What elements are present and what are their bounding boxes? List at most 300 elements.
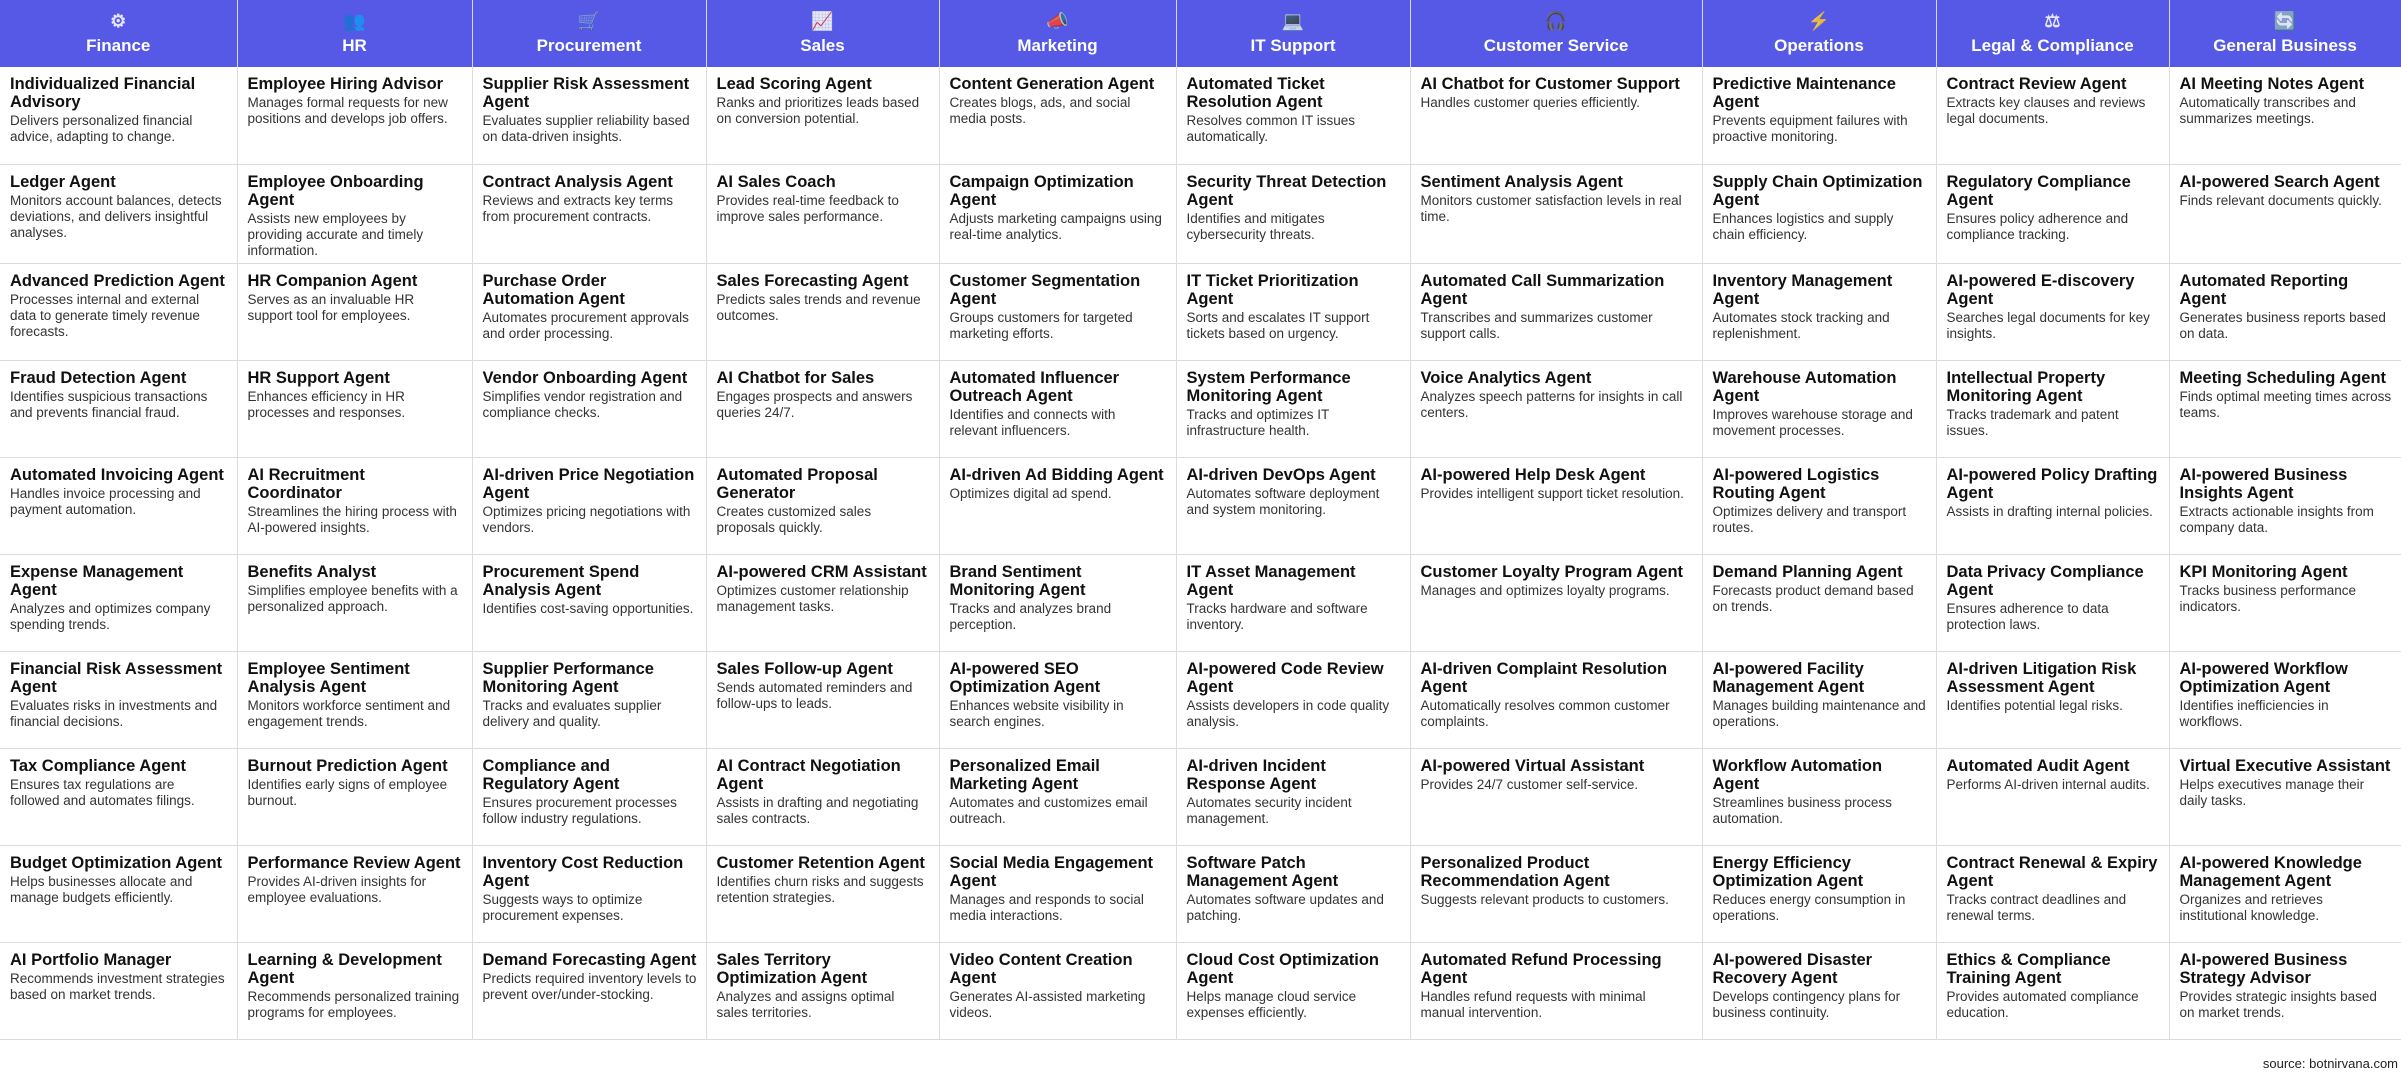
agent-cell bbox=[1936, 651, 2169, 748]
table-row bbox=[0, 845, 2401, 942]
agent-cell bbox=[1410, 457, 1702, 554]
agent-description: Transcribes and summarizes customer support calls. bbox=[1420, 309, 1653, 341]
agent-description: Manages and optimizes loyalty programs. bbox=[1420, 582, 1670, 598]
agent-description: Manages building maintenance and operations. bbox=[1712, 697, 1926, 729]
agent-cell bbox=[706, 748, 939, 845]
agent-description: Tracks trademark and patent issues. bbox=[1946, 406, 2119, 438]
agent-title: AI Chatbot for Sales bbox=[716, 368, 875, 387]
agent-cell bbox=[2169, 651, 2401, 748]
agent-description: Finds relevant documents quickly. bbox=[2179, 192, 2382, 208]
agent-title: Virtual Executive Assistant bbox=[2179, 756, 2391, 775]
agent-description: Delivers personalized financial advice, adapting to change. bbox=[10, 113, 193, 144]
agent-cell bbox=[1410, 942, 1702, 1039]
agent-title: Cloud Cost Optimization Agent bbox=[1186, 950, 1379, 987]
agent-title: AI-powered Help Desk Agent bbox=[1420, 465, 1646, 484]
agent-title: Intellectual Property Monitoring Agent bbox=[1946, 368, 2106, 405]
agent-cell bbox=[0, 164, 237, 263]
column-label: Customer Service bbox=[1483, 36, 1629, 55]
agent-title: AI Chatbot for Customer Support bbox=[1420, 75, 1680, 93]
agent-title: Customer Loyalty Program Agent bbox=[1420, 562, 1684, 581]
agent-cell bbox=[472, 164, 706, 263]
agent-cell bbox=[1176, 67, 1410, 164]
agent-title: AI-powered CRM Assistant bbox=[716, 562, 927, 581]
agent-description: Creates blogs, ads, and social media posts. bbox=[949, 95, 1131, 126]
agent-title: Advanced Prediction Agent bbox=[10, 271, 225, 290]
agent-cell bbox=[1936, 457, 2169, 554]
agent-description: Analyzes speech patterns for insights in call centers. bbox=[1420, 388, 1683, 420]
column-label: Legal & Compliance bbox=[1971, 36, 2134, 55]
agent-cell bbox=[1702, 263, 1936, 360]
column-label: Marketing bbox=[1017, 36, 1098, 55]
agent-cell bbox=[472, 457, 706, 554]
agent-cell bbox=[1702, 360, 1936, 457]
agent-title: Fraud Detection Agent bbox=[10, 368, 187, 387]
agent-description: Helps businesses allocate and manage budgets efficiently. bbox=[10, 873, 193, 905]
agent-cell bbox=[0, 457, 237, 554]
agent-title: Inventory Management Agent bbox=[1712, 271, 1893, 308]
customer-service-icon: 🎧 bbox=[1544, 11, 1568, 31]
agent-title: Voice Analytics Agent bbox=[1420, 368, 1592, 387]
agent-title: Supply Chain Optimization Agent bbox=[1712, 172, 1923, 209]
column-header-operations bbox=[1702, 0, 1936, 67]
column-header-legal-and-compliance bbox=[1936, 0, 2169, 67]
agent-description: Optimizes digital ad spend. bbox=[949, 485, 1112, 501]
agent-title: Supplier Risk Assessment Agent bbox=[482, 75, 690, 111]
agent-title: Personalized Email Marketing Agent bbox=[949, 756, 1100, 793]
agent-cell bbox=[706, 263, 939, 360]
agent-description: Generates AI-assisted marketing videos. bbox=[949, 988, 1146, 1020]
agent-title: AI Meeting Notes Agent bbox=[2179, 75, 2365, 93]
agent-cell bbox=[237, 748, 472, 845]
agent-title: Expense Management Agent bbox=[10, 562, 184, 599]
agent-description: Analyzes and assigns optimal sales territories. bbox=[716, 988, 895, 1020]
agent-cell bbox=[0, 651, 237, 748]
marketing-icon: 📣 bbox=[1046, 11, 1069, 31]
agent-title: AI-powered Knowledge Management Agent bbox=[2179, 853, 2362, 890]
agent-cell bbox=[706, 554, 939, 651]
agent-title: Personalized Product Recommendation Agent bbox=[1420, 853, 1610, 890]
agent-title: Performance Review Agent bbox=[247, 853, 461, 872]
agent-cell bbox=[1936, 263, 2169, 360]
agent-title: Software Patch Management Agent bbox=[1186, 853, 1339, 890]
agent-description: Sends automated reminders and follow-ups to leads. bbox=[716, 679, 913, 711]
agent-title: Sales Territory Optimization Agent bbox=[716, 950, 868, 987]
agent-description: Automates security incident management. bbox=[1186, 794, 1352, 826]
agent-title: Automated Reporting Agent bbox=[2179, 271, 2349, 308]
agent-cell bbox=[1410, 360, 1702, 457]
agent-description: Recommends investment strategies based on market trends. bbox=[10, 970, 225, 1002]
column-header-marketing bbox=[939, 0, 1176, 67]
agent-description: Streamlines business process automation. bbox=[1712, 794, 1892, 826]
agent-cell bbox=[1176, 942, 1410, 1039]
agent-description: Automates and customizes email outreach. bbox=[949, 794, 1148, 826]
agent-description: Streamlines the hiring process with AI-powered insights. bbox=[247, 503, 457, 535]
agent-description: Adjusts marketing campaigns using real-time analytics. bbox=[949, 210, 1162, 242]
agent-cell bbox=[1702, 845, 1936, 942]
agent-cell bbox=[1410, 845, 1702, 942]
agent-title: AI-powered Business Insights Agent bbox=[2179, 465, 2348, 502]
agent-title: Contract Renewal & Expiry Agent bbox=[1946, 853, 2158, 890]
agent-cell bbox=[472, 651, 706, 748]
agent-title: Compliance and Regulatory Agent bbox=[482, 756, 620, 793]
agent-cell bbox=[0, 748, 237, 845]
agent-title: AI Portfolio Manager bbox=[10, 950, 172, 969]
agent-description: Resolves common IT issues automatically. bbox=[1186, 113, 1356, 144]
agent-description: Identifies churn risks and suggests retention strategies. bbox=[716, 873, 924, 905]
agent-cell bbox=[1176, 554, 1410, 651]
agent-title: Customer Retention Agent bbox=[716, 853, 925, 872]
agent-cell bbox=[706, 651, 939, 748]
agent-description: Manages and responds to social media interactions. bbox=[949, 891, 1144, 923]
agent-title: Social Media Engagement Agent bbox=[949, 853, 1154, 890]
agent-title: Budget Optimization Agent bbox=[10, 853, 223, 872]
agent-description: Evaluates risks in investments and financial decisions. bbox=[10, 697, 218, 729]
agent-title: AI-driven Ad Bidding Agent bbox=[949, 465, 1164, 484]
agent-description: Simplifies vendor registration and compliance checks. bbox=[482, 388, 683, 420]
agent-description: Enhances logistics and supply chain efficiency. bbox=[1712, 210, 1894, 242]
finance-icon: ⚙ bbox=[110, 11, 127, 31]
agent-title: Individualized Financial Advisory bbox=[10, 75, 196, 111]
agent-title: Burnout Prediction Agent bbox=[247, 756, 448, 775]
table-row bbox=[0, 263, 2401, 360]
agent-description: Identifies suspicious transactions and prevents financial fraud. bbox=[10, 388, 208, 420]
agent-title: Benefits Analyst bbox=[247, 562, 377, 581]
agent-cell bbox=[1410, 67, 1702, 164]
agent-description: Extracts key clauses and reviews legal documents. bbox=[1946, 95, 2146, 126]
agent-description: Tracks business performance indicators. bbox=[2179, 582, 2357, 614]
agent-cell bbox=[2169, 164, 2401, 263]
agent-description: Ensures policy adherence and compliance tracking. bbox=[1946, 210, 2129, 242]
table-row bbox=[0, 651, 2401, 748]
agent-description: Provides 24/7 customer self-service. bbox=[1420, 776, 1639, 792]
agent-description: Automates software updates and patching. bbox=[1186, 891, 1384, 923]
column-label: Operations bbox=[1774, 36, 1864, 55]
agent-description: Processes internal and external data to generate timely revenue forecasts. bbox=[10, 291, 200, 339]
agent-description: Ensures tax regulations are followed and automates filings. bbox=[10, 776, 195, 808]
agent-title: AI-powered Disaster Recovery Agent bbox=[1712, 950, 1873, 987]
agent-cell bbox=[1936, 164, 2169, 263]
agent-description: Finds optimal meeting times across teams. bbox=[2179, 388, 2392, 420]
agent-cell bbox=[237, 360, 472, 457]
agent-title: AI-powered Code Review Agent bbox=[1186, 659, 1384, 696]
agent-cell bbox=[1410, 651, 1702, 748]
column-header-procurement bbox=[472, 0, 706, 67]
agent-title: Financial Risk Assessment Agent bbox=[10, 659, 223, 696]
agent-title: Employee Sentiment Analysis Agent bbox=[247, 659, 410, 696]
agent-description: Sorts and escalates IT support tickets based on urgency. bbox=[1186, 309, 1370, 341]
agent-title: HR Support Agent bbox=[247, 368, 390, 387]
agent-description: Enhances efficiency in HR processes and responses. bbox=[247, 388, 406, 420]
agent-description: Groups customers for targeted marketing efforts. bbox=[949, 309, 1133, 341]
agent-title: Regulatory Compliance Agent bbox=[1946, 172, 2131, 209]
agent-description: Automatically transcribes and summarizes meetings. bbox=[2179, 95, 2356, 126]
agent-cell bbox=[472, 263, 706, 360]
agent-description: Manages formal requests for new positions and develops job offers. bbox=[247, 95, 448, 126]
column-label: Procurement bbox=[536, 36, 642, 55]
agent-description: Suggests relevant products to customers. bbox=[1420, 891, 1669, 907]
agent-title: Purchase Order Automation Agent bbox=[482, 271, 625, 308]
agent-description: Provides AI-driven insights for employee evaluations. bbox=[247, 873, 427, 905]
agent-cell bbox=[1936, 67, 2169, 164]
agent-description: Provides intelligent support ticket resolution. bbox=[1420, 485, 1684, 501]
agent-cell bbox=[1410, 263, 1702, 360]
agent-description: Extracts actionable insights from company data. bbox=[2179, 503, 2374, 535]
agent-description: Ranks and prioritizes leads based on conversion potential. bbox=[716, 95, 920, 126]
agent-description: Assists developers in code quality analysis. bbox=[1186, 697, 1390, 729]
agent-description: Automates stock tracking and replenishment. bbox=[1712, 309, 1890, 341]
agent-title: Supplier Performance Monitoring Agent bbox=[482, 659, 654, 696]
agent-cell bbox=[237, 457, 472, 554]
agent-cell bbox=[1936, 360, 2169, 457]
agent-description: Reduces energy consumption in operations. bbox=[1712, 891, 1906, 923]
table-row bbox=[0, 554, 2401, 651]
agent-description: Identifies and mitigates cybersecurity threats. bbox=[1186, 210, 1325, 242]
agent-cell bbox=[1176, 651, 1410, 748]
agent-cell bbox=[939, 748, 1176, 845]
agent-title: Video Content Creation Agent bbox=[949, 950, 1133, 987]
agent-title: Meeting Scheduling Agent bbox=[2179, 368, 2387, 387]
agent-title: AI Recruitment Coordinator bbox=[247, 465, 365, 502]
agent-title: Demand Planning Agent bbox=[1712, 562, 1903, 581]
agent-cell bbox=[237, 67, 472, 164]
table-row bbox=[0, 360, 2401, 457]
agent-title: AI-powered E-discovery Agent bbox=[1946, 271, 2135, 308]
agent-description: Simplifies employee benefits with a personalized approach. bbox=[247, 582, 458, 614]
agent-title: Employee Hiring Advisor bbox=[247, 75, 444, 93]
agent-cell bbox=[0, 263, 237, 360]
agent-title: Vendor Onboarding Agent bbox=[482, 368, 688, 387]
agent-title: Ethics & Compliance Training Agent bbox=[1946, 950, 2111, 987]
column-label: IT Support bbox=[1250, 36, 1336, 55]
sales-icon: 📈 bbox=[811, 11, 834, 31]
agent-title: Automated Audit Agent bbox=[1946, 756, 2130, 775]
agent-description: Provides strategic insights based on market trends. bbox=[2179, 988, 2377, 1020]
agent-cell bbox=[939, 263, 1176, 360]
agent-description: Identifies inefficiencies in workflows. bbox=[2179, 697, 2329, 729]
agent-description: Helps manage cloud service expenses efficiently. bbox=[1186, 988, 1357, 1020]
agent-cell bbox=[237, 554, 472, 651]
agent-cell bbox=[0, 360, 237, 457]
agent-cell bbox=[1176, 360, 1410, 457]
agent-cell bbox=[939, 942, 1176, 1039]
agent-title: Sales Forecasting Agent bbox=[716, 271, 909, 290]
agent-description: Handles refund requests with minimal manual intervention. bbox=[1420, 988, 1646, 1020]
agent-description: Improves warehouse storage and movement processes. bbox=[1712, 406, 1913, 438]
agent-title: Automated Call Summarization Agent bbox=[1420, 271, 1665, 308]
agent-description: Develops contingency plans for business continuity. bbox=[1712, 988, 1901, 1020]
agent-title: Workflow Automation Agent bbox=[1712, 756, 1883, 793]
agent-description: Serves as an invaluable HR support tool for employees. bbox=[247, 291, 415, 323]
agent-cell bbox=[472, 942, 706, 1039]
agent-title: Tax Compliance Agent bbox=[10, 756, 187, 775]
general-business-icon: 🔄 bbox=[2273, 11, 2297, 31]
agent-description: Identifies cost-saving opportunities. bbox=[482, 600, 694, 616]
agent-cell bbox=[939, 457, 1176, 554]
agent-cell bbox=[1176, 748, 1410, 845]
table-row bbox=[0, 457, 2401, 554]
agent-description: Engages prospects and answers queries 24/7. bbox=[716, 388, 913, 420]
agent-title: AI Contract Negotiation Agent bbox=[716, 756, 901, 793]
hr-icon: 👥 bbox=[343, 11, 366, 31]
agent-title: Ledger Agent bbox=[10, 172, 116, 191]
agent-title: IT Ticket Prioritization Agent bbox=[1186, 271, 1359, 308]
agent-description: Assists in drafting and negotiating sales contracts. bbox=[716, 794, 919, 826]
column-header-it-support bbox=[1176, 0, 1410, 67]
agent-cell bbox=[1936, 748, 2169, 845]
agent-cell bbox=[2169, 360, 2401, 457]
agent-title: Content Generation Agent bbox=[949, 75, 1155, 93]
agent-title: Contract Analysis Agent bbox=[482, 172, 673, 191]
agent-title: Data Privacy Compliance Agent bbox=[1946, 562, 2144, 599]
agent-title: AI Sales Coach bbox=[716, 172, 836, 191]
agent-title: AI-powered Workflow Optimization Agent bbox=[2179, 659, 2348, 696]
agent-cell bbox=[237, 651, 472, 748]
agent-cell bbox=[472, 554, 706, 651]
agent-title: Contract Review Agent bbox=[1946, 75, 2127, 93]
agent-description: Prevents equipment failures with proactive monitoring. bbox=[1712, 113, 1908, 144]
agent-cell bbox=[237, 845, 472, 942]
agent-title: AI-powered Policy Drafting Agent bbox=[1946, 465, 2158, 502]
agent-description: Organizes and retrieves institutional knowledge. bbox=[2179, 891, 2323, 923]
agent-cell bbox=[1936, 554, 2169, 651]
agent-description: Ensures procurement processes follow industry regulations. bbox=[482, 794, 677, 826]
agent-description: Identifies early signs of employee burnout. bbox=[247, 776, 448, 808]
table-row bbox=[0, 164, 2401, 263]
agent-title: Automated Proposal Generator bbox=[716, 465, 878, 502]
agent-cell bbox=[1702, 942, 1936, 1039]
agent-cell bbox=[939, 651, 1176, 748]
agent-cell bbox=[0, 554, 237, 651]
agent-title: HR Companion Agent bbox=[247, 271, 418, 290]
it-support-icon: 💻 bbox=[1281, 11, 1305, 31]
agent-description: Optimizes delivery and transport routes. bbox=[1712, 503, 1907, 535]
agent-cell bbox=[237, 164, 472, 263]
source-note: source: botnirvana.com bbox=[2262, 1056, 2398, 1071]
agent-cell bbox=[0, 942, 237, 1039]
agent-description: Optimizes customer relationship management tasks. bbox=[716, 582, 909, 614]
agent-description: Predicts sales trends and revenue outcomes. bbox=[716, 291, 921, 323]
agent-title: AI-driven DevOps Agent bbox=[1186, 465, 1376, 484]
agent-title: AI-powered Facility Management Agent bbox=[1712, 659, 1865, 696]
agent-description: Performs AI-driven internal audits. bbox=[1946, 776, 2150, 792]
agent-description: Automates software deployment and system monitoring. bbox=[1186, 485, 1380, 517]
table-row bbox=[0, 942, 2401, 1039]
column-header-customer-service bbox=[1410, 0, 1702, 67]
agent-description: Optimizes pricing negotiations with vendors. bbox=[482, 503, 691, 535]
table-row bbox=[0, 748, 2401, 845]
agent-cell bbox=[2169, 942, 2401, 1039]
agent-title: Automated Invoicing Agent bbox=[10, 465, 224, 484]
column-label: HR bbox=[342, 36, 367, 55]
agent-cell bbox=[1702, 651, 1936, 748]
agent-cell bbox=[1702, 554, 1936, 651]
agent-description: Predicts required inventory levels to prevent over/under-stocking. bbox=[482, 970, 697, 1002]
agent-description: Enhances website visibility in search engines. bbox=[949, 697, 1124, 729]
agent-title: KPI Monitoring Agent bbox=[2179, 562, 2348, 581]
agent-title: AI-powered Business Strategy Advisor bbox=[2179, 950, 2348, 987]
agent-cell bbox=[706, 67, 939, 164]
agent-cell bbox=[1410, 164, 1702, 263]
agent-description: Ensures adherence to data protection laws. bbox=[1946, 600, 2109, 632]
agent-title: Security Threat Detection Agent bbox=[1186, 172, 1387, 209]
agent-cell bbox=[1176, 164, 1410, 263]
column-header-general-business bbox=[2169, 0, 2401, 67]
agent-title: Automated Refund Processing Agent bbox=[1420, 950, 1662, 987]
agent-cell bbox=[1176, 263, 1410, 360]
agent-title: AI-powered SEO Optimization Agent bbox=[949, 659, 1101, 696]
agent-description: Assists new employees by providing accurate and timely information. bbox=[247, 210, 424, 258]
agent-title: Warehouse Automation Agent bbox=[1712, 368, 1897, 405]
agent-title: Demand Forecasting Agent bbox=[482, 950, 697, 969]
agent-cell bbox=[2169, 457, 2401, 554]
agent-title: AI-powered Logistics Routing Agent bbox=[1712, 465, 1880, 502]
agent-title: AI-powered Search Agent bbox=[2179, 172, 2380, 191]
agent-description: Tracks contract deadlines and renewal terms. bbox=[1946, 891, 2127, 923]
agent-description: Suggests ways to optimize procurement expenses. bbox=[482, 891, 643, 923]
agent-title: Brand Sentiment Monitoring Agent bbox=[949, 562, 1086, 599]
agent-cell bbox=[1702, 748, 1936, 845]
column-header-finance bbox=[0, 0, 237, 67]
agent-description: Reviews and extracts key terms from procurement contracts. bbox=[482, 192, 674, 224]
column-label: Sales bbox=[800, 36, 845, 55]
agent-cell bbox=[237, 263, 472, 360]
agent-cell bbox=[1176, 845, 1410, 942]
agent-title: AI-driven Price Negotiation Agent bbox=[482, 465, 695, 502]
column-header-sales bbox=[706, 0, 939, 67]
agent-cell bbox=[706, 457, 939, 554]
agent-cell bbox=[706, 360, 939, 457]
agent-description: Monitors account balances, detects deviations, and delivers insightful analyses. bbox=[10, 192, 222, 240]
agent-title: Procurement Spend Analysis Agent bbox=[482, 562, 640, 599]
agent-description: Creates customized sales proposals quickly. bbox=[716, 503, 872, 535]
table-row bbox=[0, 67, 2401, 164]
agent-description: Recommends personalized training programs for employees. bbox=[247, 988, 460, 1020]
agent-description: Evaluates supplier reliability based on data-driven insights. bbox=[482, 113, 690, 144]
agent-title: AI-powered Virtual Assistant bbox=[1420, 756, 1645, 775]
agent-description: Monitors customer satisfaction levels in real time. bbox=[1420, 192, 1682, 224]
agent-cell bbox=[706, 942, 939, 1039]
agent-title: Campaign Optimization Agent bbox=[949, 172, 1134, 209]
agent-title: Energy Efficiency Optimization Agent bbox=[1712, 853, 1864, 890]
agent-cell bbox=[472, 845, 706, 942]
agent-description: Identifies and connects with relevant influencers. bbox=[949, 406, 1116, 438]
agent-cell bbox=[0, 845, 237, 942]
agent-cell bbox=[472, 748, 706, 845]
operations-icon: ⚡ bbox=[1807, 11, 1831, 31]
agent-cell bbox=[1410, 554, 1702, 651]
agent-cell bbox=[706, 845, 939, 942]
agent-cell bbox=[2169, 554, 2401, 651]
agent-cell bbox=[472, 67, 706, 164]
agent-cell bbox=[237, 942, 472, 1039]
agent-cell bbox=[939, 164, 1176, 263]
agent-title: IT Asset Management Agent bbox=[1186, 562, 1356, 599]
agent-cell bbox=[0, 67, 237, 164]
agent-cell bbox=[1702, 164, 1936, 263]
column-header-hr bbox=[237, 0, 472, 67]
procurement-icon: 🛒 bbox=[577, 11, 601, 31]
agent-title: Lead Scoring Agent bbox=[716, 75, 872, 93]
agent-description: Provides real-time feedback to improve sales performance. bbox=[716, 192, 899, 224]
agent-description: Assists in drafting internal policies. bbox=[1946, 503, 2153, 519]
agent-cell bbox=[1936, 845, 2169, 942]
legal-and-compliance-icon: ⚖ bbox=[2044, 11, 2061, 31]
agent-description: Automatically resolves common customer complaints. bbox=[1420, 697, 1670, 729]
agent-title: Automated Influencer Outreach Agent bbox=[949, 368, 1120, 405]
agent-description: Tracks and optimizes IT infrastructure health. bbox=[1186, 406, 1330, 438]
agent-cell bbox=[939, 554, 1176, 651]
agent-title: Customer Segmentation Agent bbox=[949, 271, 1141, 308]
